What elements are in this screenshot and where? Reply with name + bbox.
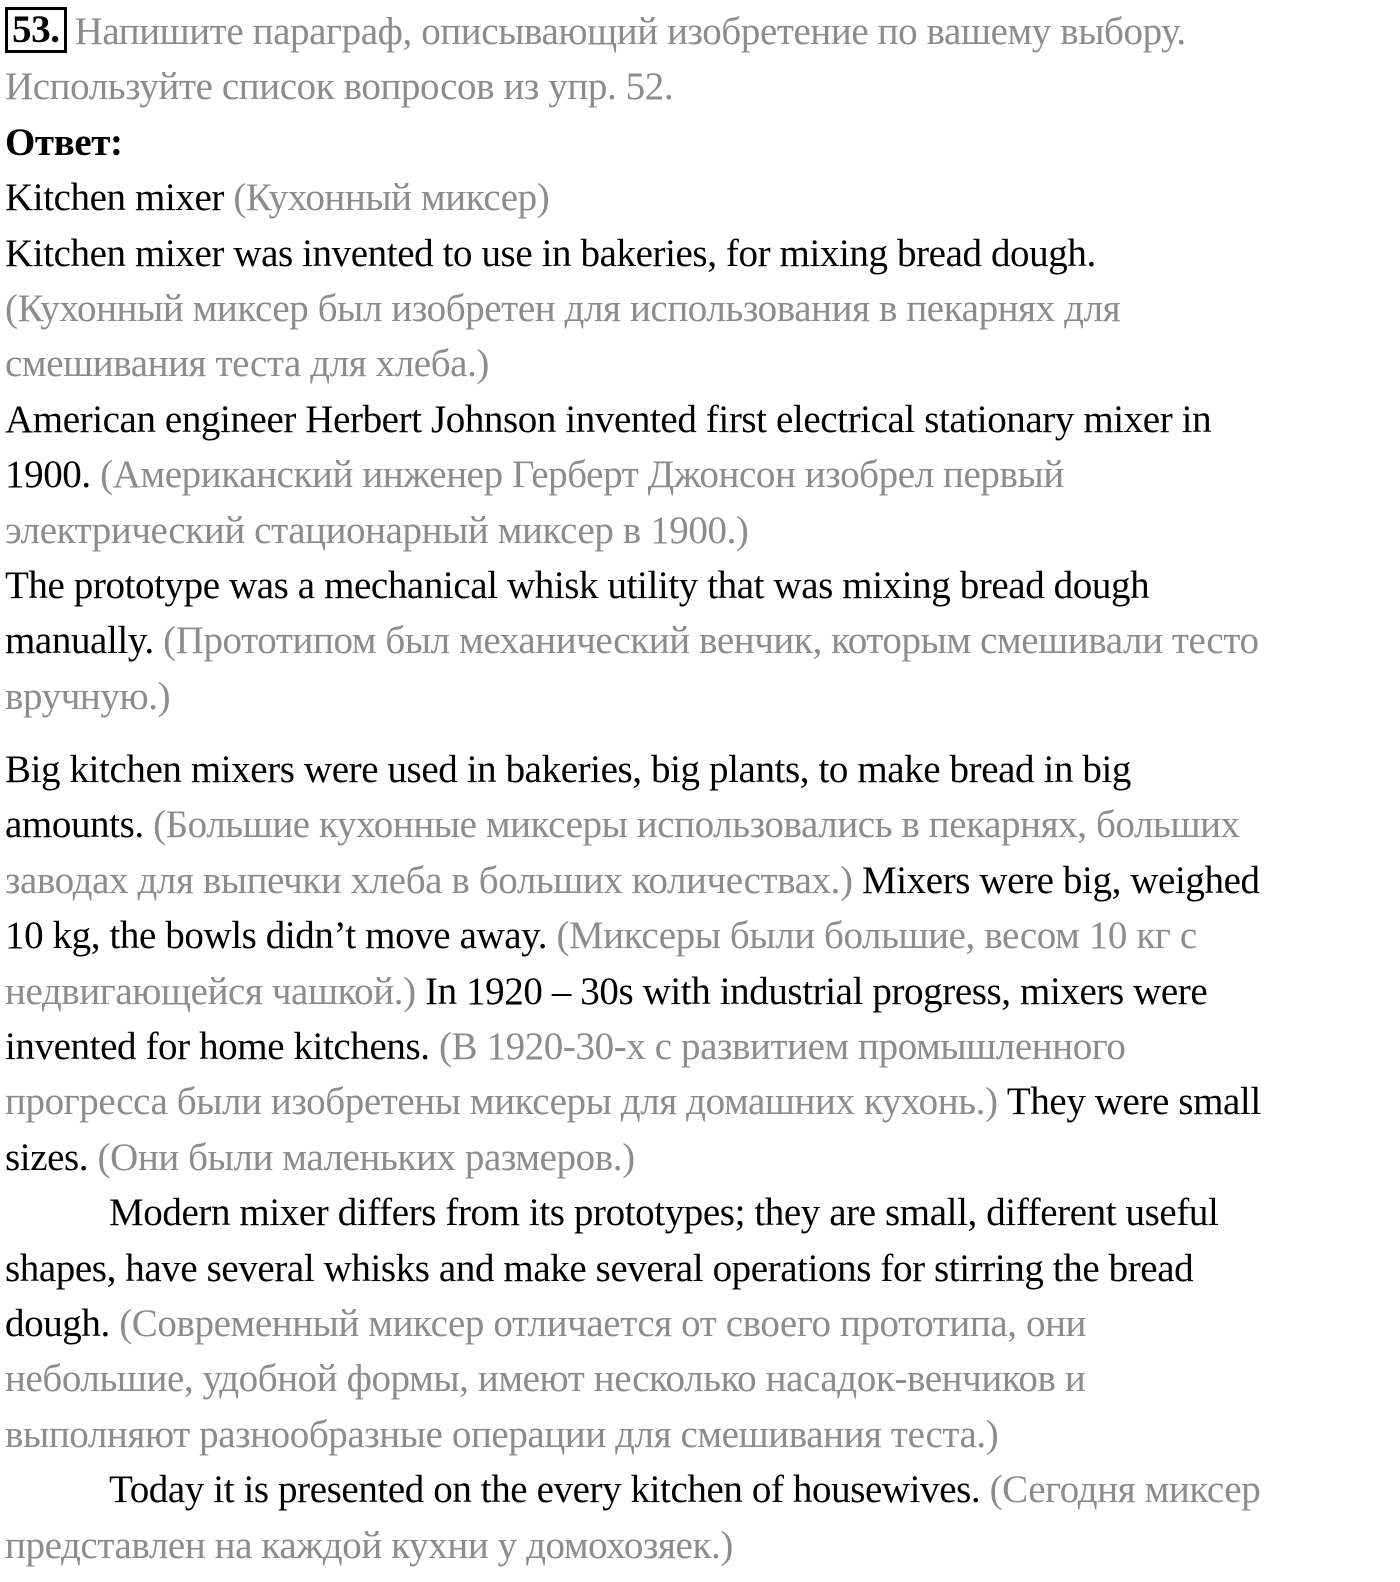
russian-translation: (В 1920-30-х с развитием промышленного — [438, 1025, 1126, 1069]
english-text: Big kitchen mixers were used in bakeries, big plants, to make bread in big — [5, 748, 1132, 792]
russian-translation: (Они были маленьких размеров.) — [97, 1135, 635, 1179]
exercise-number-badge: 53. — [5, 7, 67, 53]
text-line — [5, 1296, 1397, 1351]
text-line — [5, 1185, 1397, 1240]
task-line-2 — [5, 59, 1397, 114]
russian-translation: (Миксеры были большие, весом 10 кг с — [556, 914, 1197, 958]
text-line — [5, 558, 1397, 613]
text-line — [5, 1462, 1397, 1517]
russian-translation: (Американский инженер Герберт Джонсон изобрел первый — [100, 453, 1064, 497]
task-text: Используйте список вопросов из упр. 52. — [5, 65, 674, 109]
russian-translation: недвигающейся чашкой.) — [5, 969, 416, 1013]
text-line — [5, 1518, 1397, 1573]
russian-translation: небольшие, удобной формы, имеют несколько насадок-венчиков и — [5, 1357, 1086, 1401]
russian-translation: представлен на каждой кухни у домохозяек.) — [5, 1523, 733, 1567]
text-line — [5, 1407, 1397, 1462]
title-russian: (Кухонный миксер) — [233, 176, 550, 220]
text-line — [5, 1130, 1397, 1185]
task-line-1 — [5, 4, 1397, 59]
text-line — [5, 447, 1397, 502]
english-text: In 1920 – 30s with industrial progress, mixers were — [425, 969, 1208, 1013]
english-text: The prototype was a mechanical whisk utility that was mixing bread dough — [5, 563, 1150, 607]
english-text: invented for home kitchens. — [5, 1025, 430, 1069]
text-line — [5, 853, 1397, 908]
text-line — [5, 964, 1397, 1019]
text-line — [5, 281, 1397, 336]
russian-translation: (Кухонный миксер был изобретен для использования в пекарнях для — [5, 286, 1121, 330]
russian-translation: прогресса были изобретены миксеры для домашних кухонь.) — [5, 1080, 998, 1124]
answer-label: Ответ: — [5, 120, 123, 164]
english-text: Kitchen mixer was invented to use in bakeries, for mixing bread dough. — [5, 231, 1096, 275]
answer-heading-line — [5, 115, 1397, 170]
english-text: Mixers were big, weighed — [861, 858, 1260, 902]
text-line — [5, 908, 1397, 963]
text-line — [5, 226, 1397, 281]
english-text: American engineer Herbert Johnson invented first electrical stationary mixer in — [5, 397, 1212, 441]
paragraph-gap — [5, 724, 1397, 742]
russian-translation: (Сегодня миксер — [989, 1468, 1261, 1512]
text-line — [5, 1019, 1397, 1074]
english-text: sizes. — [5, 1135, 89, 1179]
text-line — [5, 336, 1397, 391]
english-text: 1900. — [5, 453, 91, 497]
english-text: dough. — [5, 1301, 110, 1345]
answer-title-line — [5, 170, 1397, 225]
text-line — [5, 1241, 1397, 1296]
english-text: manually. — [5, 619, 154, 663]
russian-translation: смешивания теста для хлеба.) — [5, 342, 490, 386]
task-text: Напишите параграф, описывающий изобретение по вашему выбору. — [74, 10, 1186, 53]
russian-translation: электрический стационарный миксер в 1900.) — [5, 508, 749, 552]
text-line — [5, 613, 1397, 668]
russian-translation: (Прототипом был механический венчик, которым смешивали тесто — [163, 619, 1259, 663]
exercise-page — [5, 4, 1397, 1573]
title-english: Kitchen mixer — [5, 176, 224, 220]
russian-translation: заводах для выпечки хлеба в больших количествах.) — [5, 858, 853, 902]
english-text: Modern mixer differs from its prototypes; they are small, different useful — [109, 1191, 1219, 1235]
russian-translation: (Современный миксер отличается от своего прототипа, они — [119, 1301, 1087, 1345]
russian-translation: (Большие кухонные миксеры использовались в пекарнях, больших — [153, 803, 1240, 847]
english-text: Today it is presented on the every kitchen of housewives. — [109, 1468, 981, 1512]
english-text: They were small — [1006, 1080, 1261, 1124]
text-line — [5, 503, 1397, 558]
russian-translation: выполняют разнообразные операции для смешивания теста.) — [5, 1412, 999, 1456]
russian-translation: вручную.) — [5, 674, 171, 718]
text-line — [5, 1351, 1397, 1406]
text-line — [5, 392, 1397, 447]
text-line — [5, 669, 1397, 724]
text-line — [5, 797, 1397, 852]
text-line — [5, 742, 1397, 797]
english-text: amounts. — [5, 803, 144, 847]
english-text: 10 kg, the bowls didn’t move away. — [5, 914, 548, 958]
text-line — [5, 1074, 1397, 1129]
english-text: shapes, have several whisks and make several operations for stirring the bread — [5, 1246, 1194, 1290]
